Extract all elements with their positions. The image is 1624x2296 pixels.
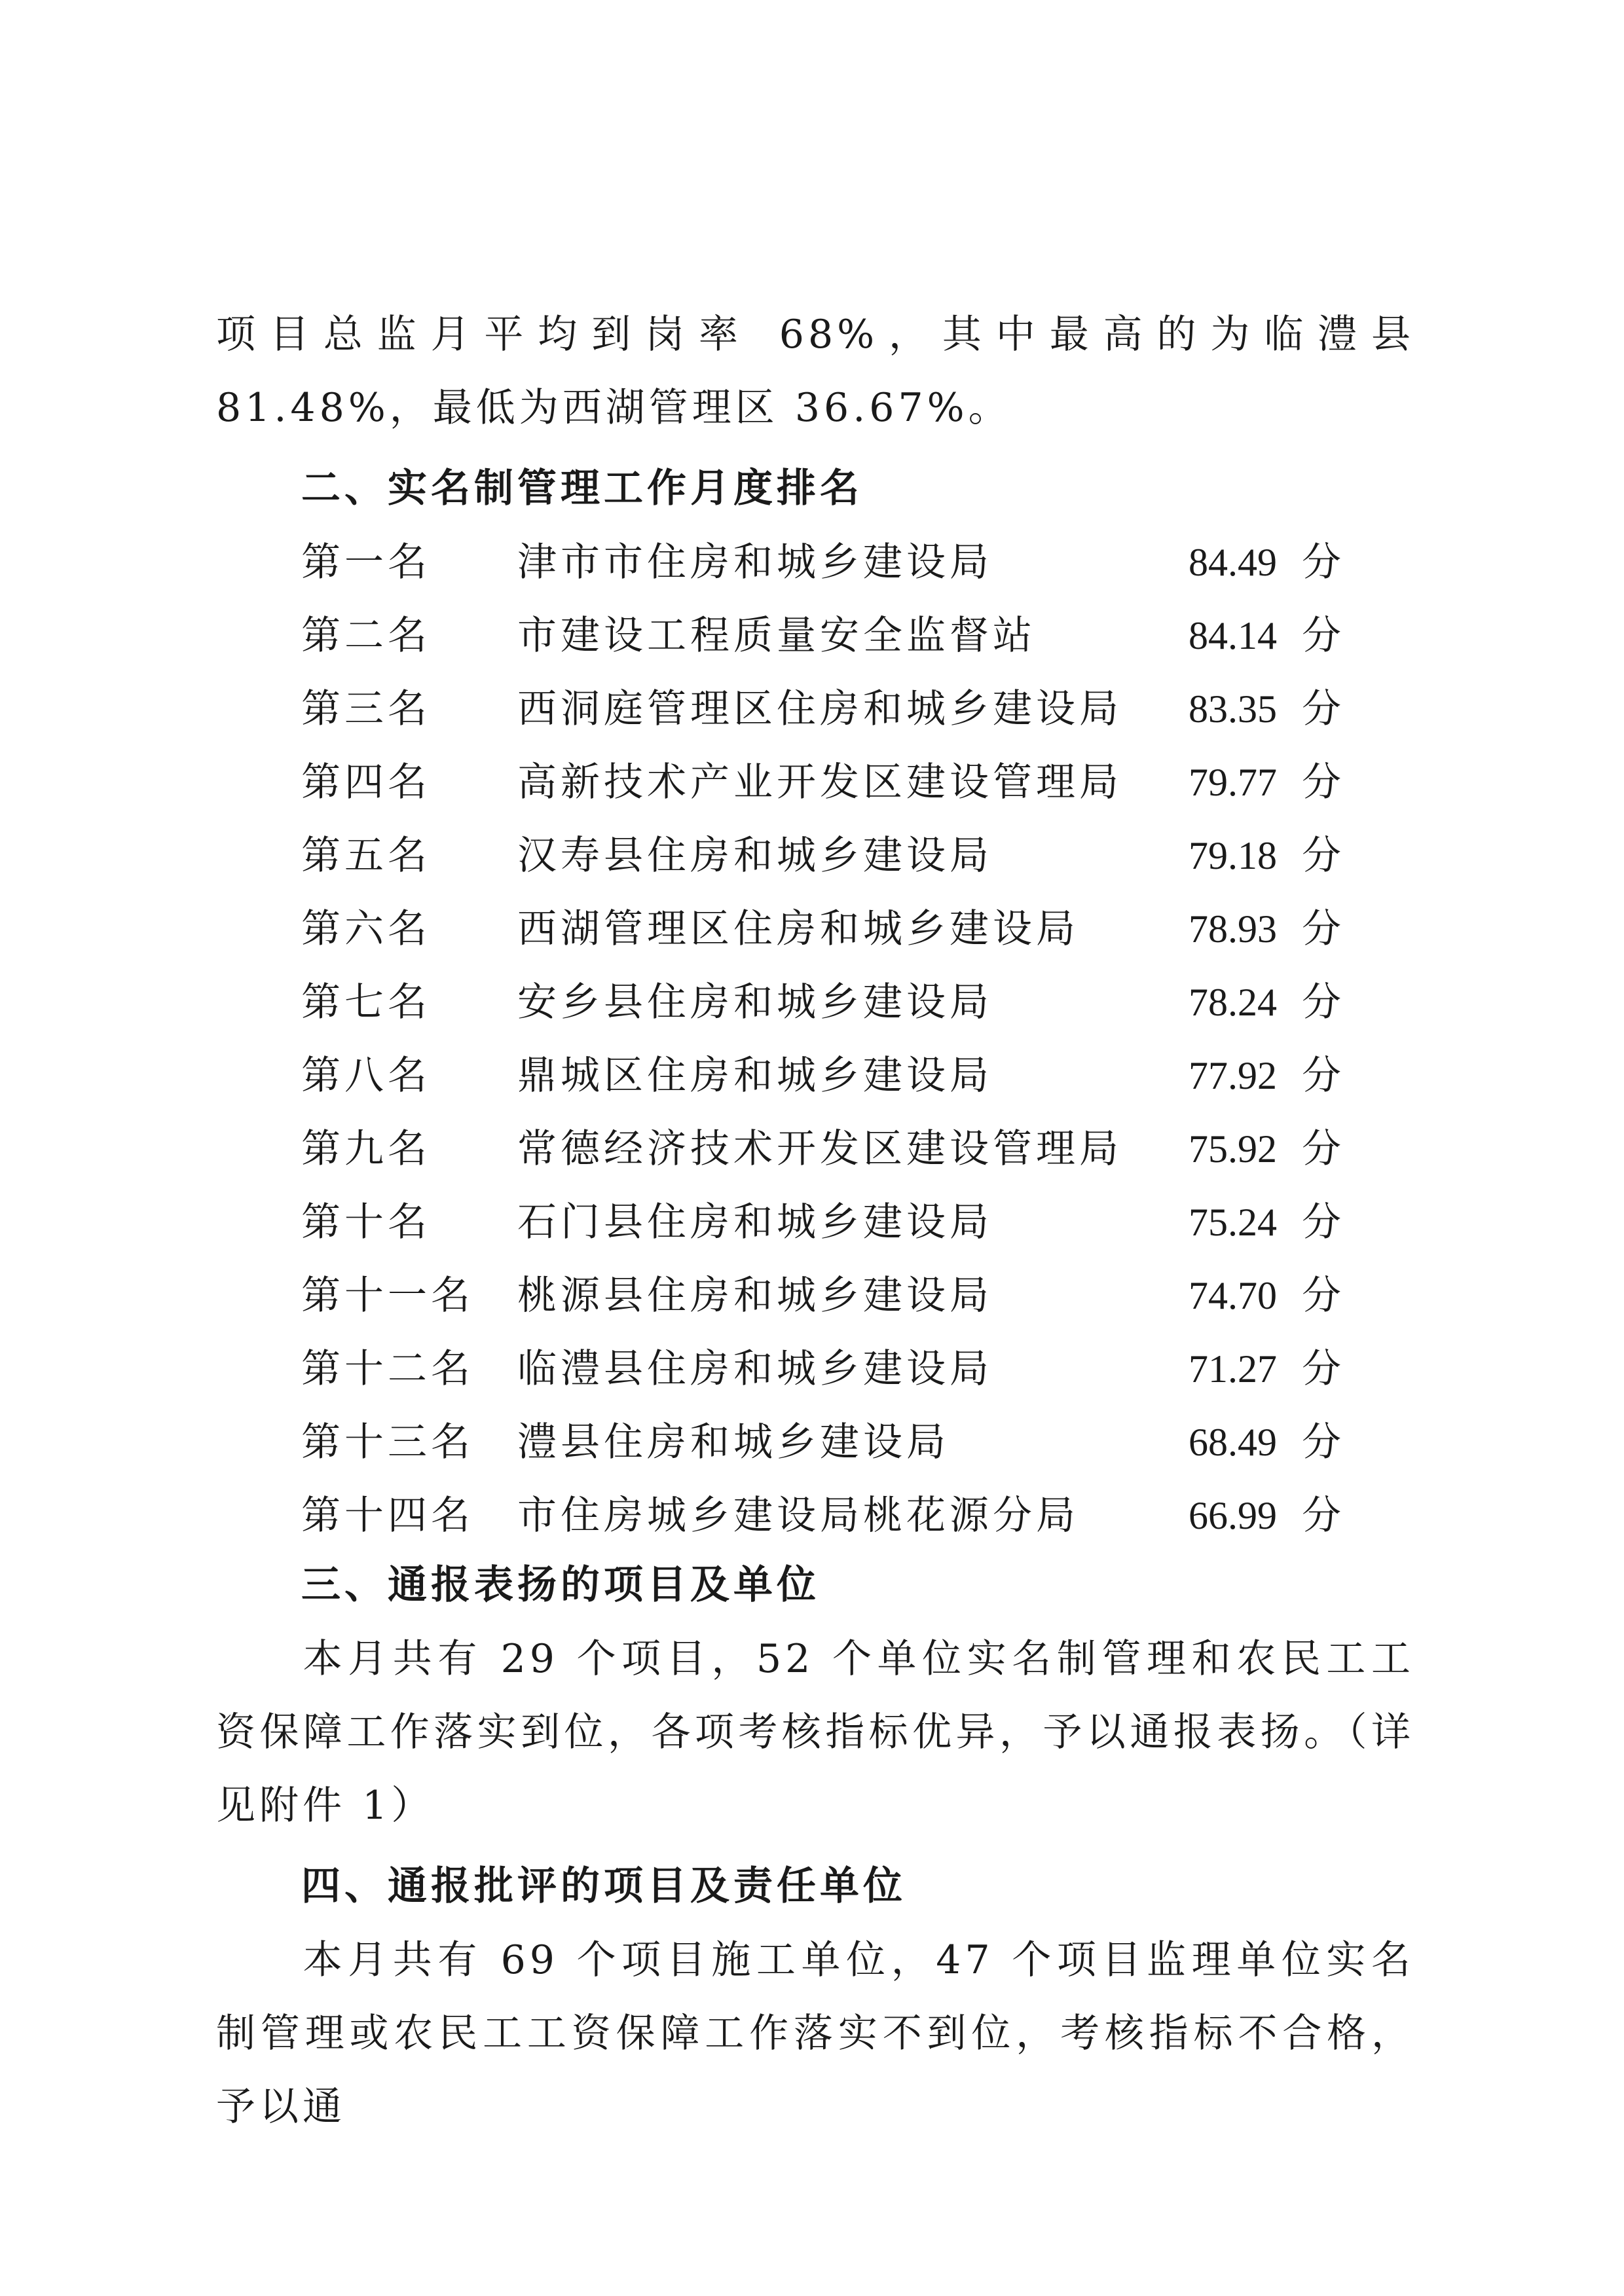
ranking-score-unit: 分 <box>1302 979 1345 1025</box>
ranking-row <box>0 1039 1624 1112</box>
ranking-row <box>0 1186 1624 1259</box>
ranking-score-unit: 分 <box>1302 906 1345 952</box>
ranking-row <box>0 1406 1624 1479</box>
ranking-organization: 高新技术产业开发区建设管理局 <box>517 759 1122 805</box>
section-heading-criticism: 四、通报批评的项目及责任单位 <box>301 1863 906 1909</box>
ranking-row <box>0 1259 1624 1332</box>
ranking-score-unit: 分 <box>1302 833 1345 879</box>
ranking-score: 77.92 <box>1189 1054 1277 1097</box>
ranking-organization: 安乡县住房和城乡建设局 <box>517 979 993 1025</box>
ranking-organization: 常德经济技术开发区建设管理局 <box>517 1126 1122 1172</box>
ranking-score-unit: 分 <box>1302 1346 1345 1392</box>
paragraph-criticism <box>216 1923 1414 2143</box>
ranking-organization: 鼎城区住房和城乡建设局 <box>517 1053 993 1099</box>
ranking-row <box>0 1479 1624 1552</box>
section-heading-commendation: 三、通报表扬的项目及单位 <box>301 1562 820 1608</box>
ranking-score-unit: 分 <box>1302 1126 1345 1172</box>
ranking-position: 第九名 <box>301 1126 431 1172</box>
ranking-position: 第十一名 <box>301 1273 474 1319</box>
ranking-position: 第四名 <box>301 759 431 805</box>
ranking-position: 第五名 <box>301 833 431 879</box>
ranking-position: 第六名 <box>301 906 431 952</box>
ranking-organization: 西洞庭管理区住房和城乡建设局 <box>517 686 1122 732</box>
ranking-position: 第二名 <box>301 613 431 659</box>
ranking-row <box>0 819 1624 892</box>
ranking-score: 71.27 <box>1189 1347 1277 1391</box>
ranking-score: 84.14 <box>1189 614 1277 657</box>
ranking-score-unit: 分 <box>1302 1053 1345 1099</box>
ranking-organization: 桃源县住房和城乡建设局 <box>517 1273 993 1319</box>
ranking-score: 83.35 <box>1189 687 1277 731</box>
ranking-organization: 西湖管理区住房和城乡建设局 <box>517 906 1079 952</box>
paragraph-supervisor-attendance: 项目总监月平均到岗率 68%，其中最高的为临澧县 81.48%，最低为西湖管理区 36.67%。 <box>216 312 1414 431</box>
ranking-score: 75.24 <box>1189 1201 1277 1244</box>
ranking-position: 第十二名 <box>301 1346 474 1392</box>
ranking-score: 66.99 <box>1189 1494 1277 1537</box>
paragraph-commendation <box>216 1622 1414 1842</box>
ranking-score: 78.93 <box>1189 907 1277 951</box>
ranking-score: 75.92 <box>1189 1127 1277 1171</box>
ranking-score: 79.18 <box>1189 834 1277 877</box>
ranking-organization: 石门县住房和城乡建设局 <box>517 1199 993 1245</box>
ranking-row <box>0 599 1624 672</box>
ranking-position: 第十三名 <box>301 1419 474 1465</box>
ranking-score-unit: 分 <box>1302 1199 1345 1245</box>
ranking-row <box>0 672 1624 746</box>
ranking-position: 第七名 <box>301 979 431 1025</box>
ranking-organization: 津市市住房和城乡建设局 <box>517 539 993 585</box>
ranking-row <box>0 1332 1624 1406</box>
ranking-score: 78.24 <box>1189 981 1277 1024</box>
ranking-score-unit: 分 <box>1302 1493 1345 1539</box>
ranking-organization: 临澧县住房和城乡建设局 <box>517 1346 993 1392</box>
ranking-row <box>0 892 1624 966</box>
ranking-row <box>0 966 1624 1039</box>
ranking-organization: 澧县住房和城乡建设局 <box>517 1419 950 1465</box>
ranking-position: 第十四名 <box>301 1493 474 1539</box>
ranking-score: 79.77 <box>1189 761 1277 804</box>
ranking-score: 84.49 <box>1189 541 1277 584</box>
ranking-score-unit: 分 <box>1302 686 1345 732</box>
paragraph-commendation-text: 本月共有 29 个项目，52 个单位实名制管理和农民工工资保障工作落实到位，各项考核指标优异，予以通报表扬。（详见附件 1） <box>216 1636 1414 1829</box>
ranking-organization: 市住房城乡建设局桃花源分局 <box>517 1493 1079 1539</box>
ranking-score: 74.70 <box>1189 1274 1277 1317</box>
paragraph-criticism-text: 本月共有 69 个项目施工单位，47 个项目监理单位实名制管理或农民工工资保障工作落实不到位，考核指标不合格，予以通 <box>216 1937 1414 2130</box>
ranking-position: 第三名 <box>301 686 431 732</box>
ranking-organization: 市建设工程质量安全监督站 <box>517 613 1036 659</box>
ranking-score-unit: 分 <box>1302 1419 1345 1465</box>
ranking-position: 第八名 <box>301 1053 431 1099</box>
ranking-position: 第一名 <box>301 539 431 585</box>
ranking-score-unit: 分 <box>1302 613 1345 659</box>
ranking-score: 68.49 <box>1189 1421 1277 1464</box>
ranking-row <box>0 1112 1624 1186</box>
ranking-score-unit: 分 <box>1302 1273 1345 1319</box>
ranking-score-unit: 分 <box>1302 539 1345 585</box>
section-heading-ranking: 二、实名制管理工作月度排名 <box>301 465 863 511</box>
ranking-row <box>0 526 1624 599</box>
ranking-row <box>0 746 1624 819</box>
ranking-organization: 汉寿县住房和城乡建设局 <box>517 833 993 879</box>
ranking-position: 第十名 <box>301 1199 431 1245</box>
ranking-score-unit: 分 <box>1302 759 1345 805</box>
